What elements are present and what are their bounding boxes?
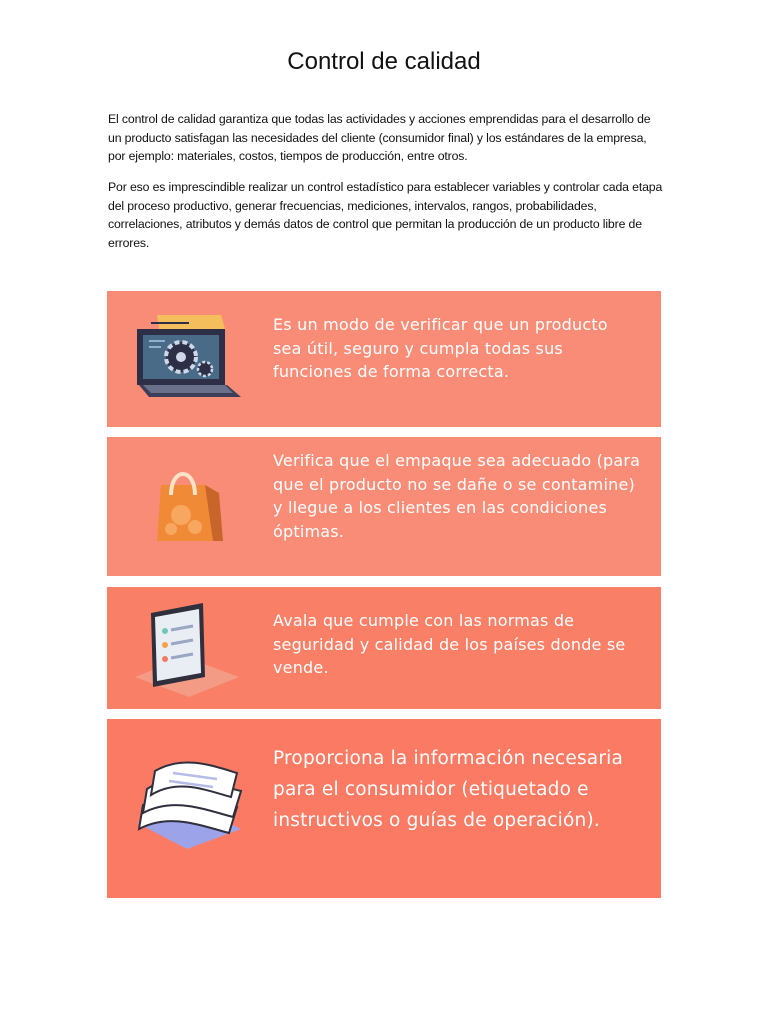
info-card-2 xyxy=(107,437,661,576)
intro-paragraph: El control de calidad garantiza que todas las actividades y acciones emprendidas para el desarrollo de un producto satisfagan las necesidades del cliente (consumidor final) y los estándares de la empresa, por ejemplo: materiales, costos, tiempos de producción, entre otros. xyxy=(108,112,651,163)
page-title: Control de calidad xyxy=(287,48,481,75)
info-card-1 xyxy=(107,291,661,427)
info-card-3 xyxy=(107,587,661,709)
info-card-4 xyxy=(107,719,661,898)
laptop-gear-icon xyxy=(129,311,249,403)
second-paragraph: Por eso es imprescindible realizar un control estadístico para establecer variables y controlar cada etapa del proceso productivo, generar frecuencias, mediciones, intervalos, rangos, probabilidades, correlaciones, atributos y demás datos de control que permitan la producción de un producto libre de errores. xyxy=(108,180,663,250)
clipboard-checklist-icon xyxy=(135,599,245,699)
shopping-bag-icon xyxy=(147,463,227,547)
card-3-text: Avala que cumple con las normas de seguridad y calidad de los países donde se vende. xyxy=(273,611,626,677)
card-2-text: Verifica que el empaque sea adecuado (para que el producto no se dañe o se contamine) y llegue a los clientes en las condiciones óptimas. xyxy=(273,451,641,541)
card-1-text: Es un modo de verificar que un producto sea útil, seguro y cumpla todas sus funciones de forma correcta. xyxy=(273,315,608,381)
card-4-text: Proporciona la información necesaria para el consumidor (etiquetado e instructivos o guías de operación). xyxy=(273,748,624,831)
documents-stack-icon xyxy=(133,755,245,855)
